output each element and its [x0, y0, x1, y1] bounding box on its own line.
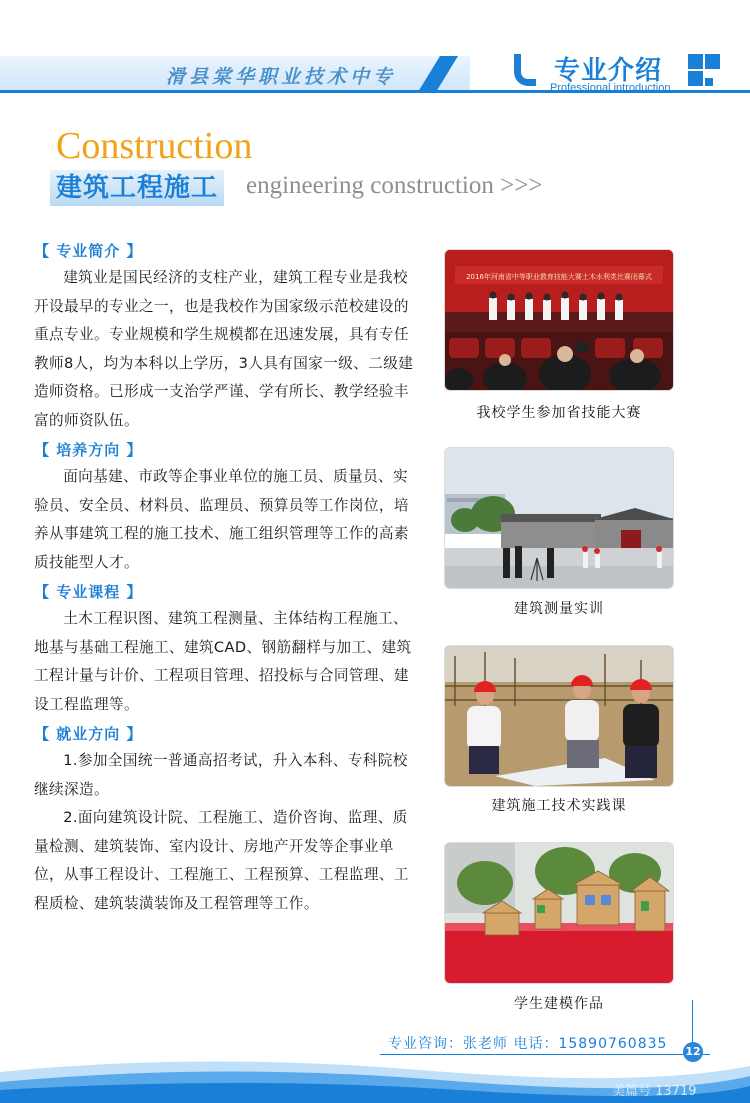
section-paragraph: 2.面向建筑设计院、工程施工、造价咨询、监理、质量检测、建筑装饰、室内设计、房地产开发等企事业单位，从事工程设计、工程施工、工程预算、工程监理、工程质检、建筑装潢装饰及工程管理等工作。 [34, 809, 409, 912]
building-models-image [445, 843, 673, 983]
photo-student-models [445, 843, 673, 983]
photo-surveying-training [445, 448, 673, 588]
section-heading-intro: 【 专业简介 】 [34, 242, 143, 260]
photo-caption: 建筑测量实训 [514, 601, 604, 617]
section-paragraph: 建筑业是国民经济的支柱产业，建筑工程专业是我校开设最早的专业之一，也是我校作为国家级示范校建设的重点专业。专业规模和学生规模都在迅速发展，具有专任教师8人，均为本科以上学历，3人具有国家一级、二级建造师资格。已形成一支治学严谨、学有所长、教学经验丰富的师资队伍。 [34, 269, 414, 429]
surveying-scene-image [445, 448, 673, 588]
hook-mark-icon [514, 54, 536, 86]
english-subtitle: engineering construction >>> [246, 172, 543, 199]
contact-info: 专业咨询：张老师 电话：15890760835 [388, 1036, 668, 1052]
main-content [34, 238, 414, 918]
photo-caption: 建筑施工技术实践课 [491, 798, 627, 814]
section-paragraph: 面向基建、市政等企事业单位的施工员、质量员、实验员、安全员、材料员、监理员、预算员等工作岗位，培养从事建筑工程的施工技术、施工组织管理等工作的高素质技能型人才。 [34, 468, 409, 571]
page-number-badge: 12 [683, 1042, 703, 1062]
plus-squares-icon [688, 54, 720, 88]
competition-scene-image [445, 250, 673, 390]
photo-construction-practice [445, 646, 673, 786]
construction-site-image [445, 646, 673, 786]
section-heading-courses: 【 专业课程 】 [34, 583, 143, 601]
section-heading-training: 【 培养方向 】 [34, 441, 143, 459]
photo-caption: 学生建模作品 [514, 996, 604, 1012]
photo-caption: 我校学生参加省技能大赛 [476, 405, 642, 421]
page-header [0, 0, 750, 100]
brand-title: 专业介绍 [554, 56, 663, 86]
english-title: Construction [56, 125, 253, 167]
competition-banner-text: 2016年河南省中等职业教育技能大赛土木水利类比赛闭幕式 [466, 273, 652, 281]
brand-subtitle: Professional introduction [550, 82, 671, 94]
watermark-text: 美篇号 13719 [612, 1084, 697, 1099]
section-heading-employment: 【 就业方向 】 [34, 725, 143, 743]
section-brand [514, 50, 750, 96]
section-paragraph: 土木工程识图、建筑工程测量、主体结构工程施工、地基与基础工程施工、建筑CAD、钢筋翻样与加工、建筑工程计量与计价、工程项目管理、招投标与合同管理、建设工程监理等。 [34, 610, 412, 713]
chinese-title-box [50, 170, 224, 206]
photo-skills-competition [445, 250, 673, 390]
section-paragraph: 1.参加全国统一普通高招考试，升入本科、专科院校继续深造。 [34, 752, 408, 798]
school-name: 滑县棠华职业技术中专 [166, 66, 397, 88]
school-banner [0, 56, 470, 92]
chinese-title: 建筑工程施工 [56, 173, 219, 203]
